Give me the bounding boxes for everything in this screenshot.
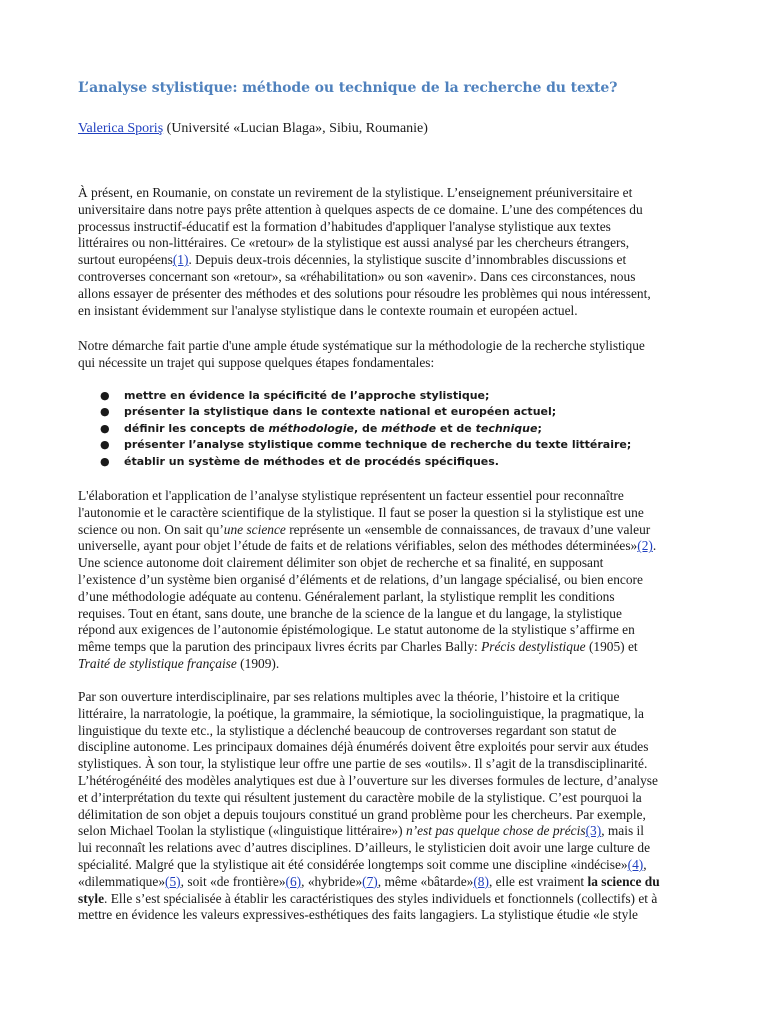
list-item-text: définir les concepts de bbox=[124, 421, 269, 435]
text-line: À présent, en Roumanie, on constate un revirement de la stylistique. L’enseignement préuniversitaire et bbox=[78, 185, 633, 200]
footnote-link-1[interactable]: (1) bbox=[172, 252, 189, 268]
italic-term: méthodologie bbox=[268, 421, 354, 435]
text-line: lui reconnaît les relations avec d’autres disciplines. D’ailleurs, le stylisticien doit avoir une large culture de bbox=[78, 840, 651, 856]
bullet-icon: ● bbox=[100, 421, 110, 435]
footnote-link-7[interactable]: (7) bbox=[362, 873, 378, 889]
list-item-text: présenter l’analyse stylistique comme technique de recherche du texte littéraire; bbox=[124, 438, 632, 452]
paragraph-3 bbox=[78, 488, 768, 673]
author-affiliation: (Université «Lucian Blaga», Sibiu, Roumanie) bbox=[163, 121, 428, 136]
text-line: controverses concernant son «retour», sa «réhabilitation» ou son «avenir». Dans ces circonstances, nous bbox=[78, 268, 636, 284]
paragraph-1 bbox=[78, 185, 768, 319]
list-item bbox=[78, 437, 631, 453]
italic-text: une science bbox=[223, 521, 286, 537]
bullet-icon: ● bbox=[100, 389, 110, 402]
text-run: , «hybride» bbox=[301, 873, 363, 889]
text-line: l'autonomie et le caractère scientifique de la stylistique. Il faut se poser la question si la stylistique est une bbox=[78, 504, 644, 520]
list-item-text: présenter la stylistique dans le contexte national et européen actuel; bbox=[124, 405, 557, 419]
list-item-text: établir un système de méthodes et de procédés spécifiques. bbox=[124, 454, 499, 468]
footnote-link-6[interactable]: (6) bbox=[285, 873, 302, 889]
bold-text: la science du bbox=[587, 873, 660, 889]
text-run: , soit «de frontière» bbox=[180, 873, 286, 889]
text-line bbox=[78, 656, 768, 673]
list-item-text: , de bbox=[353, 421, 382, 435]
footnote-link-2[interactable]: (2) bbox=[637, 538, 653, 554]
author-link[interactable]: Valerica Sporiş bbox=[78, 121, 164, 136]
text-line: Notre démarche fait partie d'une ample étude systématique sur la méthodologie de la recherche stylistique bbox=[78, 338, 645, 353]
list-item-text: ; bbox=[537, 421, 542, 435]
text-run: représente un «ensemble de connaissances, de travaux d’une valeur bbox=[285, 521, 651, 537]
list-item-text: et de bbox=[436, 421, 476, 435]
text-line bbox=[78, 891, 768, 908]
text-run: surtout européens bbox=[78, 252, 173, 268]
text-line: processus instructif-éducatif est la formation d’habitudes d'appliquer l'analyse stylistique aux textes bbox=[78, 218, 611, 234]
text-run: , même «bâtarde» bbox=[377, 873, 474, 889]
text-run: universelle, ayant pour objet l’étude de faits et de relations vérifiables, selon des méthodes déterminées» bbox=[78, 538, 638, 554]
text-line: Par son ouverture interdisciplinaire, par ses relations multiples avec la théorie, l’histoire et la critique bbox=[78, 689, 620, 704]
text-line: linguistique du texte etc., la stylistique a déclenché beaucoup de controverses regardant son statut de bbox=[78, 722, 617, 738]
text-run: spécialité. Malgré que la stylistique ait été considérée longtemps soit comme une discipline «indécise» bbox=[78, 856, 628, 872]
text-line: Une science autonome doit clairement délimiter son objet de recherche et sa finalité, en supposant bbox=[78, 555, 604, 571]
text-line: discipline autonome. Les principaux domaines déjà énumérés doivent être exploités pour servir aux études bbox=[78, 739, 649, 755]
text-run: . Depuis deux-trois décennies, la stylistique suscite d’innombrables discussions et bbox=[188, 252, 627, 268]
text-line: en insistant évidemment sur l'analyse stylistique dans le contexte roumain et européen actuel. bbox=[78, 302, 578, 318]
bullet-icon: ● bbox=[100, 438, 110, 452]
text-line: littéraires ou non-littéraires. Ce «retour» de la stylistique est aussi analysé par les chercheurs étrangers, bbox=[78, 235, 630, 251]
text-line: mettre en évidence les valeurs expressives-esthétiques des faits langagiers. La stylistique étudie «le style bbox=[78, 907, 638, 923]
text-run: science ou non. On sait qu’ bbox=[78, 521, 224, 537]
bullet-icon: ● bbox=[100, 454, 110, 468]
text-run: , elle est vraiment bbox=[488, 873, 588, 889]
text-line: requises. Tout en étant, sans doute, une branche de la science de la langue et du langage, la stylistique bbox=[78, 605, 622, 621]
text-line bbox=[78, 639, 768, 656]
text-line: universitaire dans notre pays prête attention à quelques aspects de ce domaine. L’une des compétences du bbox=[78, 201, 643, 217]
text-line: L’hétérogénéité des modèles analytiques est due à l’ouverture sur les diverses formules de lecture, d’analyse bbox=[78, 772, 658, 788]
text-run: même temps que la parution des principaux livres écrits par Charles Bally: bbox=[78, 639, 482, 655]
text-line: littéraire, la narratologie, la poétique, la grammaire, la sémiotique, la sociolinguistique, la pragmatique, la bbox=[78, 705, 644, 721]
text-line bbox=[78, 874, 768, 891]
article-title: L’analyse stylistique: méthode ou technique de la recherche du texte? bbox=[78, 80, 618, 96]
paragraph-2 bbox=[78, 338, 768, 372]
list-item bbox=[78, 421, 631, 437]
text-line bbox=[78, 252, 768, 269]
text-line bbox=[78, 857, 768, 874]
list-item bbox=[78, 454, 631, 470]
text-line: délimitation de son objet a depuis toujours constitué un grand problème pour les chercheurs. Par exemple, bbox=[78, 806, 646, 822]
text-line bbox=[78, 522, 768, 539]
text-run: selon Michael Toolan la stylistique («linguistique littéraire») bbox=[78, 823, 406, 839]
text-run: «dilemmatique» bbox=[78, 873, 166, 889]
footnote-link-8[interactable]: (8) bbox=[473, 873, 489, 889]
italic-text: n’est pas quelque chose de précis bbox=[405, 823, 586, 839]
footnote-link-3[interactable]: (3) bbox=[585, 823, 602, 839]
text-line: qui nécessite un trajet qui suppose quelques étapes fondamentales: bbox=[78, 354, 435, 370]
author-line bbox=[78, 120, 428, 137]
text-run: (1909). bbox=[236, 655, 280, 671]
italic-term: technique bbox=[475, 421, 538, 435]
text-run: (1905) et bbox=[585, 639, 638, 655]
italic-text: Précis destylistique bbox=[481, 639, 586, 655]
text-run: , bbox=[643, 856, 647, 872]
text-line: stylistiques. À son tour, la stylistique leur offre une partie de ses «outils». Il s’agit de la transdisciplinarité. bbox=[78, 756, 648, 772]
list-item bbox=[78, 388, 631, 404]
footnote-link-5[interactable]: (5) bbox=[165, 873, 181, 889]
text-run: . Elle s’est spécialisée à établir les caractéristiques des styles individuels et fonctionnels (collectifs) et à bbox=[104, 890, 658, 906]
text-line: d’une méthodologie adéquate au contenu. Généralement parlant, la stylistique remplit les conditions bbox=[78, 588, 615, 604]
text-line bbox=[78, 823, 768, 840]
footnote-link-4[interactable]: (4) bbox=[627, 856, 644, 872]
text-line: et d’interprétation du texte qui résultent justement du caractère mobile de la stylistique. C’est pourquoi la bbox=[78, 789, 642, 805]
text-line bbox=[78, 538, 768, 555]
list-item bbox=[78, 404, 631, 420]
text-line: allons essayer de présenter des méthodes et des solutions pour résoudre les problèmes qui nous intéressent, bbox=[78, 285, 651, 301]
italic-term: méthode bbox=[381, 421, 437, 435]
text-line: l’existence d’un système bien organisé d’éléments et de relations, d’un langage spécialisé, ou bien encore bbox=[78, 571, 643, 587]
italic-text: Traité de stylistique française bbox=[78, 655, 237, 671]
list-item-text: mettre en évidence la spécificité de l’approche stylistique; bbox=[124, 389, 490, 402]
steps-list bbox=[78, 388, 631, 470]
text-line: répond aux exigences de l’autonomie épistémologique. Le statut autonome de la stylistique s’affirme en bbox=[78, 622, 635, 638]
text-line: L'élaboration et l'application de l’analyse stylistique représentent un facteur essentiel pour reconnaître bbox=[78, 488, 624, 503]
paragraph-4 bbox=[78, 689, 768, 924]
bold-text: style bbox=[78, 890, 105, 906]
bullet-icon: ● bbox=[100, 405, 110, 419]
text-run: , mais il bbox=[601, 823, 644, 839]
text-run: . bbox=[652, 538, 657, 554]
